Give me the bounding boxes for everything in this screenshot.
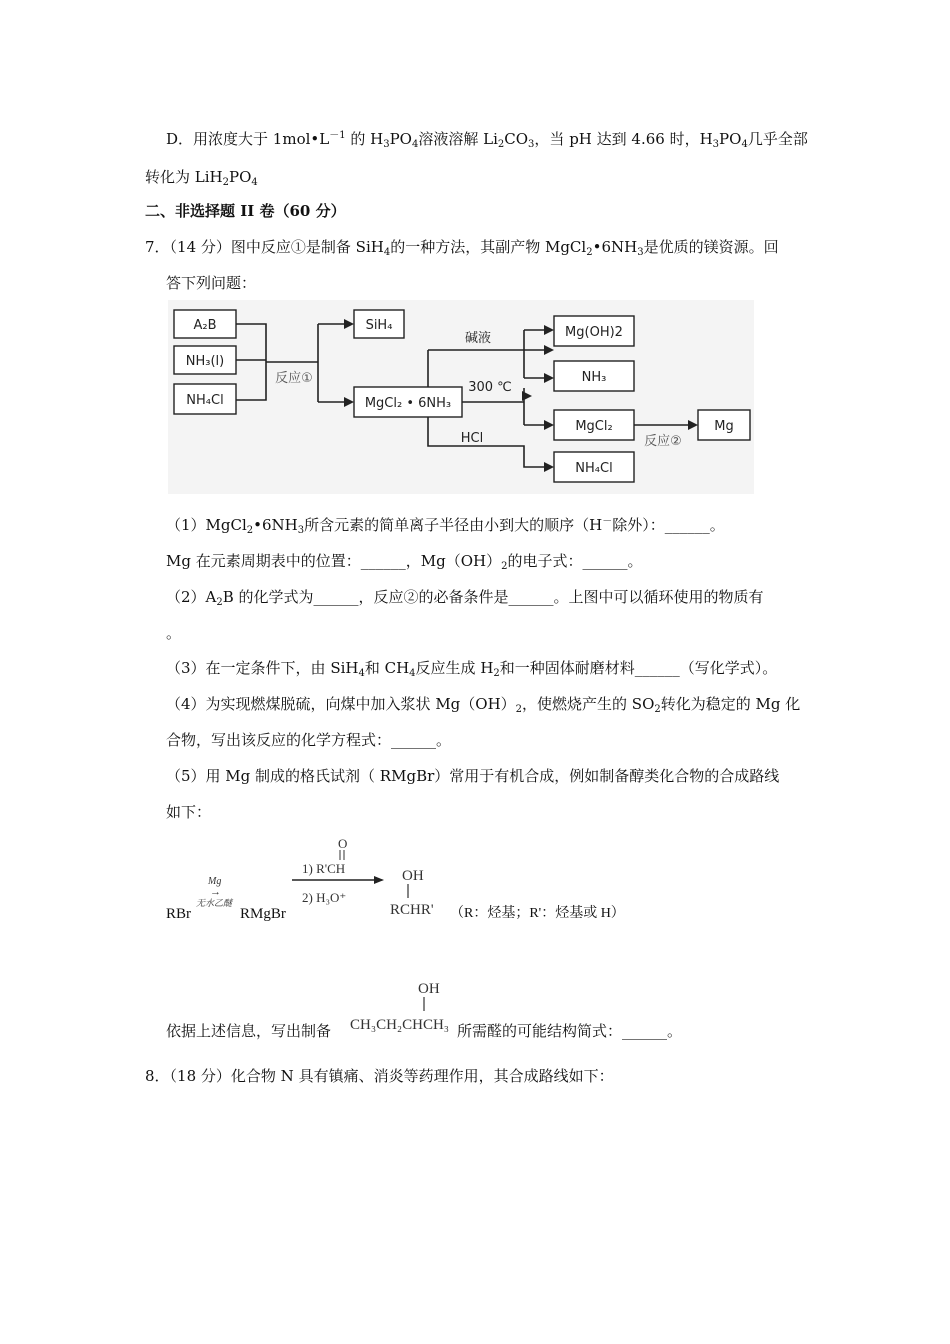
label-reaction1: 反应① xyxy=(275,371,313,386)
section-title: 二、非选择题 II 卷（60 分） xyxy=(145,202,346,220)
route-note: （R：烃基；R'：烃基或 H） xyxy=(450,906,625,921)
route-mid: RMgBr xyxy=(240,906,286,922)
q7-part5: （5）用 Mg 制成的格氏试剂（ RMgBr）常用于有机合成，例如制备醇类化合物的合成路线 xyxy=(166,767,780,785)
route-small-arrow-icon: → xyxy=(210,886,221,898)
q7-intro-line2: 答下列问题： xyxy=(166,274,257,292)
q7-part4-line2: 合物，写出该反应的化学方程式：______。 xyxy=(166,731,452,749)
q7-part1: $(1)MgCl_2•6NH_3$所含元素的简单离子半径由小到大的顺序（H－除外）：______。 xyxy=(166,516,725,536)
reaction-flow-diagram xyxy=(168,300,754,494)
route-mg-above: Mg xyxy=(208,876,222,887)
q7-part1-line2: Mg 在元素周期表中的位置：______，$Mg(OH)_2$的电子式：______。 xyxy=(166,552,643,572)
label-hcl: HCl xyxy=(460,431,484,446)
route-step1-o: O xyxy=(338,836,348,851)
q8-intro: 8．（18 分）化合物 N 具有镇痛、消炎等药理作用，其合成路线如下： xyxy=(145,1067,614,1085)
label-a2b: A₂B xyxy=(193,318,217,333)
label-nh3l: NH₃(l) xyxy=(185,354,225,369)
q7-part4: （4）为实现燃煤脱硫，向煤中加入浆状 $Mg(OH)_2$，使燃烧产生的 $SO_2$转化为稳定的 Mg 化 xyxy=(166,695,801,715)
target-formula: CH₃CH₂CHCH₃ xyxy=(350,1017,450,1033)
label-mgcl2-6nh3: MgCl₂ • 6NH₃ xyxy=(364,396,452,411)
q7-intro: 7．（14 分）图中反应①是制备 SiH$_4$的一种方法，其副产物 $MgCl_2•6NH_3$是优质的镁资源。回 xyxy=(145,238,779,258)
label-mg: Mg xyxy=(714,419,734,434)
label-sih4: SiH₄ xyxy=(365,318,393,333)
route-step1: 1) R'CH xyxy=(302,861,346,876)
label-mgcl2: MgCl₂ xyxy=(575,419,613,434)
label-nh3: NH₃ xyxy=(581,370,607,385)
route-mg-below: 无水乙醚 xyxy=(196,898,233,908)
label-nh4cl-out: NH₄Cl xyxy=(575,461,613,476)
target-oh: OH xyxy=(418,981,440,997)
q7-part2-line2: 。 xyxy=(166,624,182,642)
route-product-oh: OH xyxy=(402,868,424,884)
label-300c: 300 ℃ xyxy=(468,380,512,395)
q7-part3: （3）在一定条件下，由 SiH$_4$和 $CH_4$反应生成 $H_2$和一种固体耐磨材料______（写化学式）。 xyxy=(166,659,778,679)
label-reaction2: 反应② xyxy=(644,434,682,449)
label-nh4cl: NH₄Cl xyxy=(186,393,224,408)
route-step2: 2) H₃O⁺ xyxy=(302,890,347,905)
q7-part2: $(2)A_2B$ 的化学式为______，反应②的必备条件是______。上图中可以循环使用的物质有 xyxy=(166,588,764,608)
q7-part5-line2: 如下： xyxy=(166,803,212,821)
route-start: RBr xyxy=(166,906,192,922)
q7-part5-ask: 依据上述信息，写出制备 所需醛的可能结构简式：______。 xyxy=(166,1022,683,1040)
grignard-route xyxy=(160,830,680,930)
option-d-line1: D．用浓度大于 $1mol•L^{-1}$ 的 $H_3PO_4$溶液溶解 $Li_2CO_3$，当 pH 达到 4.66 时，$H_3PO_4$几乎全部 xyxy=(166,130,808,150)
route-product: RCHR' xyxy=(390,902,434,918)
label-alkali: 碱液 xyxy=(464,331,492,346)
label-mgoh2: Mg(OH)2 xyxy=(565,325,623,340)
target-structure xyxy=(348,975,478,1037)
option-d-line2: 转化为 $LiH_2PO_4$ xyxy=(145,168,258,188)
